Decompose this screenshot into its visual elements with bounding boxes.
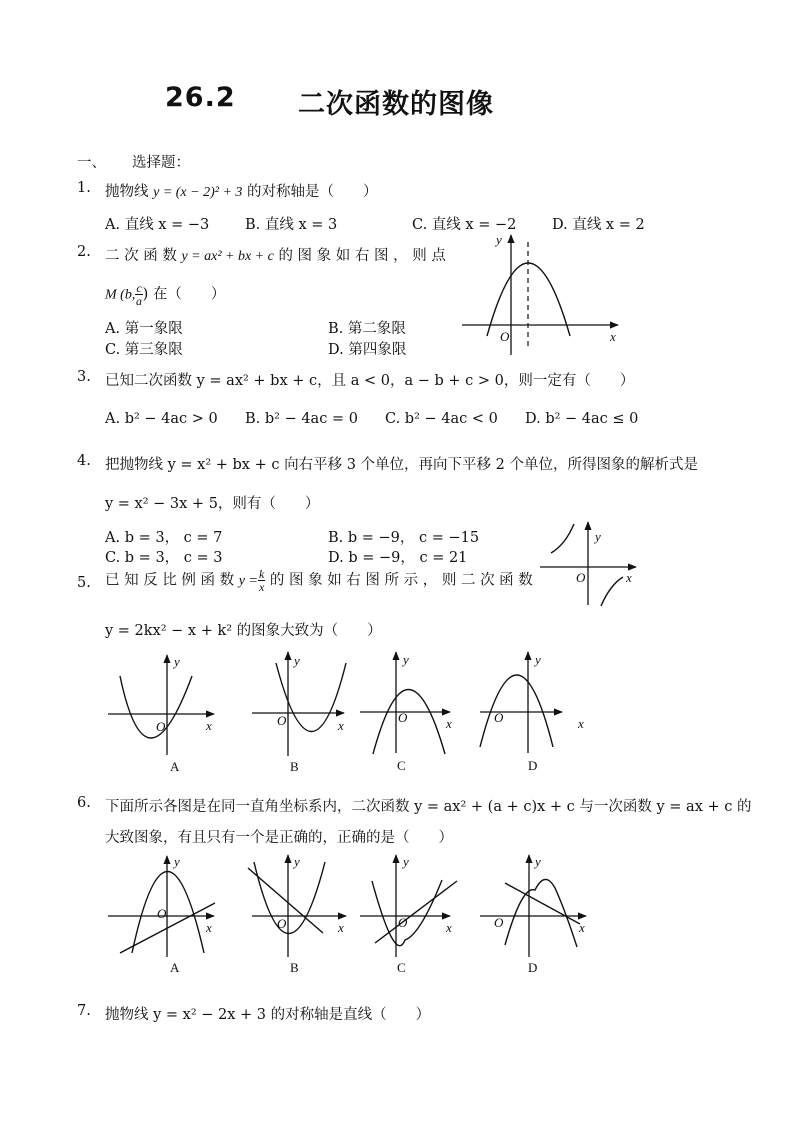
q5-graph-b[interactable] xyxy=(252,652,346,774)
q3-option-c[interactable]: C. b² − 4ac < 0 xyxy=(385,411,498,427)
q4-number: 4. xyxy=(77,453,91,469)
q1-option-b[interactable]: B. 直线 x = 3 xyxy=(245,217,338,233)
q6-graph-c[interactable] xyxy=(360,854,457,975)
q2-option-a[interactable]: A. 第一象限 xyxy=(105,321,183,337)
x-label: x xyxy=(626,570,632,585)
q1-option-d[interactable]: D. 直线 x = 2 xyxy=(552,217,645,233)
graph-caption: B xyxy=(290,759,299,774)
q5-stem-post: 的 图 象 如 右 图 所 示 ， 则 二 次 函 数 xyxy=(269,572,533,589)
q6-graph-b[interactable] xyxy=(248,854,346,975)
y-label: y xyxy=(535,652,541,667)
page-title: 二次函数的图像 xyxy=(298,89,494,120)
x-label: x xyxy=(446,716,452,731)
q3-option-a[interactable]: A. b² − 4ac > 0 xyxy=(105,411,218,427)
q3-number: 3. xyxy=(77,369,91,385)
graph-caption: B xyxy=(290,960,299,975)
origin-label: O xyxy=(500,329,510,344)
y-label: y xyxy=(496,232,502,247)
q4-option-a[interactable]: A. b = 3， c = 7 xyxy=(105,530,223,546)
q3-stem: 已知二次函数 y = ax² + bx + c，且 a < 0，a − b + c > 0，则一定有（ ） xyxy=(105,373,635,389)
y-label: y xyxy=(403,652,409,667)
origin-label: O xyxy=(398,915,408,930)
y-label: y xyxy=(174,654,180,669)
q5-number: 5. xyxy=(77,575,91,591)
graph-caption: C xyxy=(397,960,406,975)
parabola-curve xyxy=(276,663,346,732)
graph-caption: D xyxy=(528,960,538,975)
q5-hyperbola-figure xyxy=(540,522,636,606)
x-label: x xyxy=(579,920,585,935)
q1-stem-pre: 抛物线 xyxy=(105,184,149,200)
q4-option-b[interactable]: B. b = −9， c = −15 xyxy=(328,530,480,546)
x-label: x xyxy=(610,329,616,344)
q5-frac-num: k xyxy=(258,567,265,581)
origin-label: O xyxy=(277,713,287,728)
origin-label: O xyxy=(398,710,408,725)
q1-number: 1. xyxy=(77,180,91,196)
x-label: x xyxy=(338,718,344,733)
q5-graph-a[interactable] xyxy=(108,654,214,774)
q5-graph-d[interactable] xyxy=(480,652,584,773)
y-label: y xyxy=(174,854,180,869)
origin-label: O xyxy=(576,570,586,585)
q5-formula: y = xyxy=(238,573,258,589)
q2-point-label: M (b, xyxy=(105,287,136,303)
y-label: y xyxy=(403,854,409,869)
line-graph xyxy=(505,883,580,924)
x-label: x xyxy=(206,718,212,733)
graph-caption: A xyxy=(170,759,180,774)
hyperbola-branch-lower-right xyxy=(601,577,623,606)
x-label: x xyxy=(206,920,212,935)
q1-formula: y = (x − 2)² + 3 xyxy=(153,185,243,200)
q5-graph-c[interactable] xyxy=(360,652,452,773)
q2-option-c[interactable]: C. 第三象限 xyxy=(105,342,183,358)
y-label: y xyxy=(535,854,541,869)
q5-line2: y = 2kx² − x + k² 的图象大致为（ ） xyxy=(105,623,382,639)
section-number: 26.2 xyxy=(165,82,236,113)
curve xyxy=(372,880,442,946)
q6-number: 6. xyxy=(77,795,91,811)
q4-line2: y = x² − 3x + 5，则有（ ） xyxy=(105,496,320,512)
origin-label: O xyxy=(277,916,287,931)
q2-frac-den: a xyxy=(135,294,142,308)
q2-option-b[interactable]: B. 第二象限 xyxy=(328,321,406,337)
y-label: y xyxy=(294,653,300,668)
y-label: y xyxy=(595,529,601,544)
x-label: x xyxy=(338,920,344,935)
q2-stem-post: 的 图 象 如 右 图 ， 则 点 xyxy=(278,248,446,264)
q3-option-d[interactable]: D. b² − 4ac ≤ 0 xyxy=(525,411,639,427)
q6-graph-d[interactable] xyxy=(480,854,586,975)
graph-caption: C xyxy=(397,758,406,773)
x-label: x xyxy=(446,920,452,935)
x-label: x xyxy=(578,716,584,731)
q2-option-d[interactable]: D. 第四象限 xyxy=(328,342,407,358)
q4-stem: 把抛物线 y = x² + bx + c 向右平移 3 个单位，再向下平移 2 个单位，所得图象的解析式是 xyxy=(105,457,698,473)
q1-option-c[interactable]: C. 直线 x = −2 xyxy=(412,217,517,233)
origin-label: O xyxy=(494,710,504,725)
q4-option-c[interactable]: C. b = 3， c = 3 xyxy=(105,550,223,566)
q2-formula: y = ax² + bx + c xyxy=(181,249,274,264)
q1-stem-post: 的对称轴是（ ） xyxy=(247,184,378,200)
q6-graph-a[interactable] xyxy=(108,854,215,975)
q5-stem-pre: 已 知 反 比 例 函 数 xyxy=(105,572,235,589)
q7-number: 7. xyxy=(77,1003,91,1019)
q3-option-b[interactable]: B. b² − 4ac = 0 xyxy=(245,411,358,427)
q6-stem: 下面所示各图是在同一直角坐标系内，二次函数 y = ax² + (a + c)x + c 与一次函数 y = ax + c 的 xyxy=(105,799,752,815)
q2-frac-num: c xyxy=(136,281,142,295)
parabola-curve xyxy=(373,690,445,755)
q7-stem: 抛物线 y = x² − 2x + 3 的对称轴是直线（ ） xyxy=(105,1007,431,1023)
line-graph xyxy=(375,881,457,943)
q2-number: 2. xyxy=(77,244,91,260)
parabola-curve xyxy=(480,675,553,747)
parabola-curve xyxy=(254,862,325,934)
q1-option-a[interactable]: A. 直线 x = −3 xyxy=(105,217,210,233)
q6-line2: 大致图象，有且只有一个是正确的，正确的是（ ） xyxy=(105,830,453,846)
origin-label: O xyxy=(156,719,166,734)
q5-frac-den: x xyxy=(258,580,265,594)
q4-option-d[interactable]: D. b = −9， c = 21 xyxy=(328,550,468,566)
graph-caption: D xyxy=(528,758,538,773)
section-label: 选择题： xyxy=(132,155,190,171)
q2-stem-pre: 二 次 函 数 xyxy=(105,248,177,264)
q2-line2-post: ) 在（ ） xyxy=(142,286,226,303)
hyperbola-branch-upper-left xyxy=(551,524,574,553)
y-label: y xyxy=(294,854,300,869)
q2-figure xyxy=(462,232,618,355)
section-marker: 一、 xyxy=(77,155,106,171)
origin-label: O xyxy=(157,906,167,921)
origin-label: O xyxy=(494,915,504,930)
graph-caption: A xyxy=(170,960,180,975)
